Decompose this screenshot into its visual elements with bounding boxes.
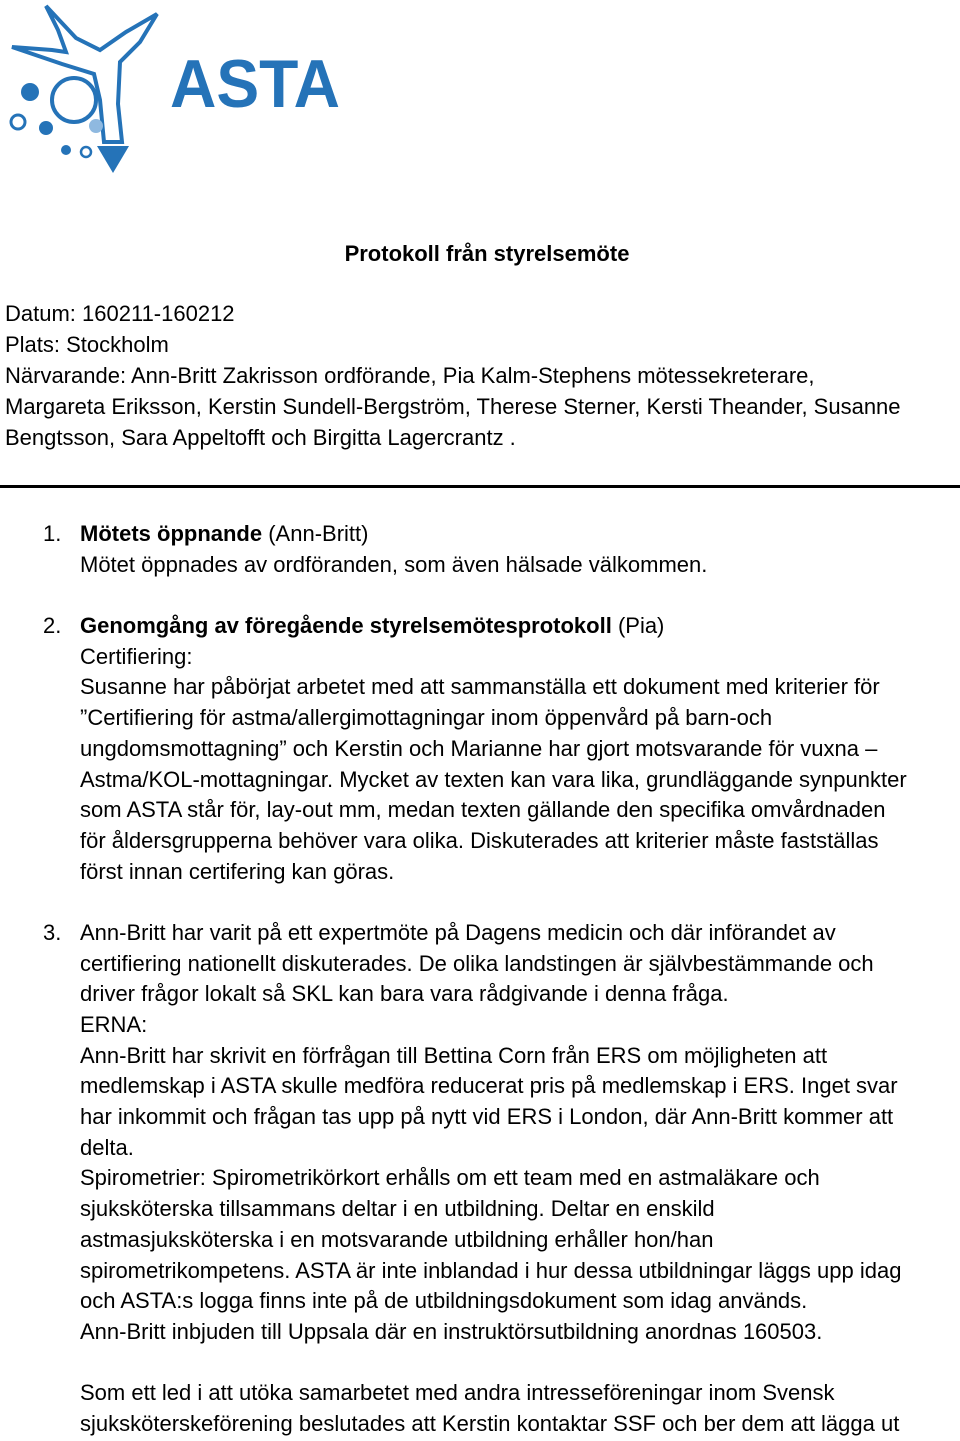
agenda-item-3 — [0, 918, 960, 1348]
text-line — [43, 918, 960, 949]
subsection-label: ERNA: — [80, 1012, 148, 1037]
text-line: driver frågor lokalt så SKL kan bara vara rådgivande i denna fråga. — [80, 981, 729, 1007]
logo-bubble-ring-small — [11, 115, 25, 129]
logo-bubble-ring-tiny — [81, 147, 91, 157]
attendees-line: Närvarande: Ann-Britt Zakrisson ordförande, Pia Kalm-Stephens mötessekreterare, — [5, 363, 815, 388]
logo-symbol — [11, 6, 157, 173]
text-line: Mötet öppnades av ordföranden, som även hälsade välkommen. — [80, 551, 708, 577]
logo-triangle — [97, 146, 129, 173]
text-line: sjuksköterska tillsammans deltar i en utbildning. Deltar en enskild — [80, 1196, 715, 1222]
text-line: delta. — [80, 1134, 134, 1160]
text-line: sjuksköterskeförening beslutades att Kerstin kontaktar SSF och ber dem att lägga ut — [80, 1410, 900, 1436]
agenda-list — [0, 519, 960, 1440]
text-line: spirometrikompetens. ASTA är inte inblandad i hur dessa utbildningar läggs upp idag — [80, 1257, 902, 1283]
agenda-item-1 — [0, 519, 960, 580]
page-title: Protokoll från styrelsemöte — [344, 241, 630, 266]
logo-bubble-filled — [21, 83, 39, 101]
item-heading — [43, 611, 960, 642]
attendees-line: Bengtsson, Sara Appeltofft och Birgitta Lagercrantz . — [5, 425, 516, 450]
text-line-content: Ann-Britt har varit på ett expertmöte på Dagens medicin och där införandet av — [80, 919, 836, 945]
attendees-line: Margareta Eriksson, Kerstin Sundell-Bergström, Therese Sterner, Kersti Theander, Susanne — [5, 394, 901, 419]
text-line: Astma/KOL-mottagningar. Mycket av texten kan vara lika, grundläggande synpunkter — [80, 766, 907, 792]
text-line: Spirometrier: Spirometrikörkort erhålls om ett team med en astmaläkare och — [80, 1165, 820, 1191]
text-line: astmasjuksköterska i en motsvarande utbildning erhåller hon/han — [80, 1226, 714, 1252]
text-line: först innan certifering kan göras. — [80, 858, 395, 884]
logo-airway-outline — [12, 6, 157, 142]
text-line: för åldersgrupperna behöver vara olika. Diskuterades att kriterier måste fastställas — [80, 827, 879, 853]
item-number: 3. — [43, 919, 62, 945]
text-line: certifiering nationellt diskuterades. De olika landstingen är självbestämmande och — [80, 950, 874, 976]
item-title: Mötets öppnande — [80, 521, 263, 546]
text-line: har inkommit och frågan tas upp på nytt vid ERS i London, där Ann-Britt kommer att — [80, 1104, 894, 1130]
text-line: som ASTA står för, lay-out mm, medan texten gällande den specifika omvårdnaden — [80, 797, 886, 823]
item-number: 1. — [43, 521, 62, 546]
item-responsible: (Pia) — [617, 613, 665, 639]
item-number: 2. — [43, 613, 62, 639]
item-title: Genomgång av föregående styrelsemötesprotokoll — [80, 613, 612, 639]
agenda-item-2 — [0, 611, 960, 887]
meeting-date: Datum: 160211-160212 — [5, 301, 235, 326]
meeting-place: Plats: Stockholm — [5, 332, 169, 357]
logo-bubble-filled — [61, 145, 71, 155]
asta-logo — [0, 0, 345, 180]
text-line: Som ett led i att utöka samarbetet med andra intresseföreningar inom Svensk — [80, 1380, 835, 1406]
logo-bubble-ring-large — [52, 78, 96, 122]
item-heading — [43, 519, 960, 550]
text-line: ”Certifiering för astma/allergimottagningar inom öppenvård på barn-och — [80, 705, 773, 731]
subsection-label: Certifiering: — [80, 643, 193, 669]
closing-paragraph — [0, 1378, 960, 1439]
text-line: medlemskap i ASTA skulle medföra reducerat pris på medlemskap i ERS. Inget svar — [80, 1073, 898, 1099]
text-line: Ann-Britt har skrivit en förfrågan till Bettina Corn från ERS om möjligheten att — [80, 1042, 828, 1068]
text-line: Ann-Britt inbjuden till Uppsala där en instruktörsutbildning anordnas 160503. — [80, 1318, 823, 1344]
text-line: och ASTA:s logga finns inte på de utbildningsdokument som idag används. — [80, 1288, 808, 1314]
text-line: Susanne har påbörjat arbetet med att sammanställa ett dokument med kriterier för — [80, 674, 880, 700]
logo-wordmark: ASTA — [170, 46, 340, 122]
logo-bubble-light — [89, 119, 103, 133]
horizontal-rule — [0, 485, 960, 488]
text-line: ungdomsmottagning” och Kerstin och Marianne har gjort motsvarande för vuxna – — [80, 735, 878, 761]
item-responsible: (Ann-Britt) — [268, 521, 369, 546]
meeting-info — [5, 298, 955, 453]
logo-bubble-filled — [39, 121, 53, 135]
